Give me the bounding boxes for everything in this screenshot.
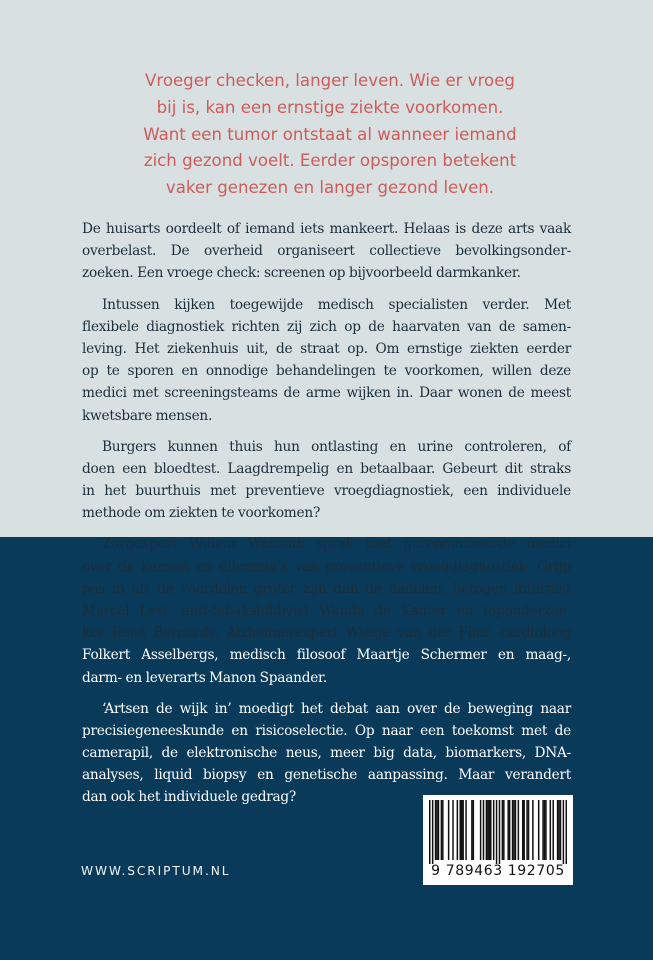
barcode-bar xyxy=(493,800,495,860)
barcode-bar xyxy=(509,800,511,860)
text-line: pas in als de voordelen groter zijn dan de nadelen, betogen internist xyxy=(82,580,571,597)
text-line: op te sporen en onnodige behandelingen te voorkomen, willen deze xyxy=(82,363,571,380)
barcode-bar xyxy=(512,800,514,860)
barcode-bar xyxy=(544,800,546,860)
barcode-bar xyxy=(545,800,547,860)
text-line: kwetsbare mensen. xyxy=(82,407,213,424)
blurb-paragraph xyxy=(82,533,571,688)
barcode-bar xyxy=(523,800,525,860)
barcode-bar xyxy=(490,800,492,860)
text-line: leving. Het ziekenhuis uit, de straat op. Om ernstige ziekten eerder xyxy=(82,340,571,357)
tagline-line: vaker genezen en langer gezond leven. xyxy=(165,178,495,198)
isbn-barcode xyxy=(423,795,573,885)
blurb-body xyxy=(82,218,571,818)
barcode-bar xyxy=(473,800,475,860)
barcode-bar xyxy=(480,800,482,860)
text-line: ‘Artsen de wijk in’ moedigt het debat aan over de beweging naar xyxy=(102,700,571,717)
barcode-bar xyxy=(503,800,505,860)
barcode-bar xyxy=(496,800,498,864)
barcode-bar xyxy=(487,800,489,860)
tagline-line: zich gezond voelt. Eerder opsporen betekent xyxy=(143,151,517,171)
barcode-bar xyxy=(457,800,459,860)
barcode-bar xyxy=(552,800,554,860)
text-line: in het buurthuis met preventieve vroegdiagnostiek, een individuele xyxy=(82,483,571,500)
text-line: overbelast. De overheid organiseert collectieve bevolkingsonder- xyxy=(82,243,571,260)
text-line: dan ook het individuele gedrag? xyxy=(82,789,297,806)
barcode-bar xyxy=(438,800,440,860)
barcode-bar xyxy=(465,800,467,860)
text-line: doen een bloedtest. Laagdrempelig en betaalbaar. Gebeurt dit straks xyxy=(82,460,571,477)
text-line: Zorgexpert Willem Wansink sprak met gerenommeerde medici xyxy=(102,536,571,553)
barcode-bar xyxy=(460,800,462,860)
barcode-bar xyxy=(563,800,565,864)
tagline-line: Want een tumor ontstaat al wanneer iemand xyxy=(143,124,517,144)
barcode-bar xyxy=(489,800,491,860)
text-line: over de kansen en dilemma’s van preventieve vroegdiagnostiek. Grijp xyxy=(82,558,571,575)
barcode-bar xyxy=(507,800,509,860)
barcode-bar xyxy=(528,800,530,860)
text-line: Folkert Asselbergs, medisch filosoof Maartje Schermer en maag-, xyxy=(82,647,571,664)
barcode-bar xyxy=(435,800,437,860)
barcode-bar xyxy=(557,800,559,860)
text-line: camerapil, de elektronische neus, meer big data, biomarkers, DNA- xyxy=(82,745,571,762)
barcode-bar xyxy=(486,800,488,860)
barcode-bars xyxy=(429,800,567,864)
barcode-bar xyxy=(441,800,443,860)
barcode-bar xyxy=(550,800,552,860)
tagline-line: Vroeger checken, langer leven. Wie er vroeg xyxy=(145,71,515,90)
blurb-paragraph xyxy=(82,436,571,525)
barcode-bar xyxy=(452,800,454,860)
blurb-paragraph xyxy=(82,698,571,809)
text-line: De huisarts oordeelt of iemand iets mankeert. Helaas is deze arts vaak xyxy=(82,221,571,237)
text-line: zoeken. Een vroege check: screenen op bijvoorbeeld darmkanker. xyxy=(82,265,521,282)
tagline-line: bij is, kan een ernstige ziekte voorkomen. xyxy=(156,97,504,117)
text-line: Burgers kunnen thuis hun ontlasting en urine controleren, of xyxy=(102,438,571,455)
text-line: ker René Bernards, Alzheimerexpert Wiesje van der Flier, cardioloog xyxy=(82,625,571,642)
blurb-paragraph xyxy=(82,294,571,427)
text-line: Intussen kijken toegewijde medisch specialisten verder. Met xyxy=(102,296,571,313)
blurb-paragraph xyxy=(82,218,571,285)
barcode-bar xyxy=(522,800,524,860)
barcode-bar xyxy=(542,800,544,860)
text-line: precisiegeneeskunde en risicoselectie. Op naar een toekomst met de xyxy=(82,722,571,739)
publisher-website: WWW.SCRIPTUM.NL xyxy=(81,864,231,878)
barcode-bar xyxy=(442,800,444,860)
text-line: Marcel Levi, anti-tabakslobbyist Wanda de Kanter en toponderzoe- xyxy=(82,602,571,619)
barcode-bar xyxy=(432,800,434,864)
isbn-number: 9 789463 192705 xyxy=(431,863,565,879)
barcode-bar xyxy=(526,800,528,860)
barcode-bar xyxy=(502,800,504,860)
barcode-bar xyxy=(560,800,562,860)
barcode-bar xyxy=(429,800,431,864)
text-line: analyses, liquid biopsy en genetische aanpassing. Maar verandert xyxy=(82,767,571,784)
barcode-bar xyxy=(448,800,450,860)
text-line: darm- en leverarts Manon Spaander. xyxy=(82,669,327,686)
barcode-bar xyxy=(513,800,515,860)
barcode-bar xyxy=(483,800,485,860)
text-line: flexibele diagnostiek richten zij zich op de haarvaten van de samen- xyxy=(82,318,571,335)
barcode-bar xyxy=(515,800,517,860)
barcode-bar xyxy=(462,800,464,860)
text-line: medici met screeningsteams de arme wijken in. Daar wonen de meest xyxy=(82,385,571,402)
barcode-bar xyxy=(566,800,567,864)
barcode-bar xyxy=(461,800,463,860)
barcode-bar xyxy=(499,800,501,864)
barcode-bar xyxy=(538,800,540,860)
barcode-bar xyxy=(518,800,520,860)
barcode-bar xyxy=(471,800,473,860)
barcode-bar xyxy=(558,800,560,860)
barcode-bar xyxy=(436,800,438,860)
text-line: methode om ziekten te voorkomen? xyxy=(82,505,321,522)
back-cover-tagline xyxy=(100,68,560,202)
barcode-bar xyxy=(532,800,534,860)
